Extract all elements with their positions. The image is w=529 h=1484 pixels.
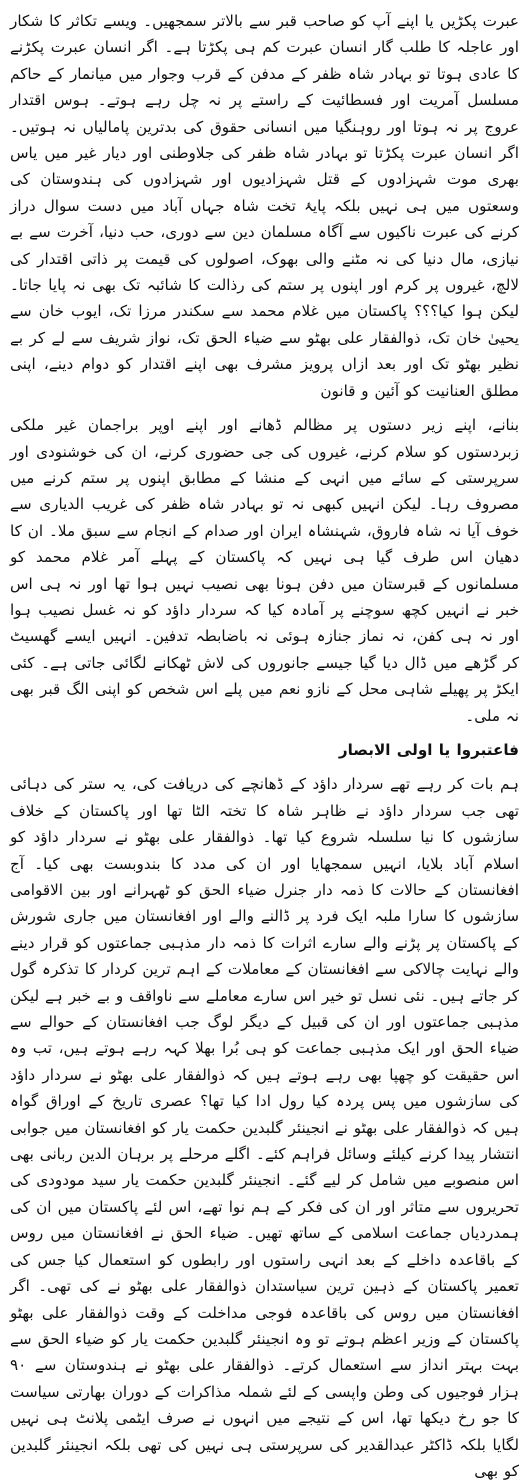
paragraph-2: بنانے، اپنے زیر دستوں پر مظالم ڈھانے اور اپنے اوپر براجمان غیر ملکی زبردستوں کو سلام کرنے، غیروں کی جی حضوری کرنے، ان کی خوشنودی اور سرپرستی کے سائے میں انہی کے منشا کے مطابق اپنوں پر ستم کرنے میں مصروف رہا۔ لیکن انہیں کبھی نہ تو بہادر شاہ ظفر کی غریب الدیاری سے خوف آیا نہ شاہ فاروق، شہنشاہ ایران اور صدام کے انجام سے سبق ملا۔ ان کا دھیان اس طرف گیا ہی نہیں کہ پاکستان کے پہلے آمر غلام محمد کو مسلمانوں کے قبرستان میں دفن ہونا بھی نصیب نہیں ہوا تھا اور نہ ہی اس خبر نے انہیں کچھ سوچنے پر آمادہ کیا کہ سردار داؤد کو نہ غسل نصیب ہوا اور نہ ہی کفن، نہ نماز جنازہ ہوئی نہ باضابطہ تدفین۔ انہیں ایسے گھسیٹ کر گڑھے میں ڈال دیا گیا جیسے جانوروں کی لاش ٹھکانے لگائی جاتی ہے۔ کئی ایکڑ پر پھیلے شاہی محل کے نازو نعم میں پلے اس شخص کو اپنی الگ قبر بھی نہ ملی۔ (10, 416, 519, 725)
quranic-phrase: فاعتبروا یا اولی الابصار (338, 740, 519, 759)
paragraph-3: ہم بات کر رہے تھے سردار داؤد کے ڈھانچے کی دریافت کی، یہ ستر کی دہائی تھی جب سردار داؤد نے ظاہر شاہ کا تختہ الٹا تھا اور پاکستان کے خلاف سازشوں کا نیا سلسلہ شروع کیا تھا۔ ذوالفقار علی بھٹو نے سردار داؤد کو اسلام آباد بلایا، انہیں سمجھایا اور ان کی مدد کا بندوبست بھی کیا۔ آج افغانستان کے حالات کا ذمہ دار جنرل ضیاء الحق کو ٹھہرانے اور بین الاقوامی سازشوں کا سارا ملبہ ایک فرد پر ڈالنے والے اور افغانستان میں جاری شورش کے پاکستان پر پڑنے والے سارے اثرات کا ذمہ دار مذہبی جماعتوں کو قرار دینے والے نہایت چالاکی سے افغانستان کے معاملات کے اہم ترین کردار کا تذکرہ گول کر جاتے ہیں۔ نئی نسل تو خیر اس سارے معاملے سے ناواقف و بے خبر ہے لیکن مذہبی جماعتوں اور ان کی قبیل کے دیگر لوگ جب افغانستان کے حوالے سے ضیاء الحق اور ایک مذہبی جماعت کو ہی بُرا بھلا کہہ رہے ہوتے ہیں، تب وہ اس حقیقت کو چھپا بھی رہے ہوتے ہیں کہ ذوالفقار علی بھٹو نے سردار داؤد کی سازشوں میں پس پردہ کیا رول ادا کیا تھا؟ عصری تاریخ کے اوراق گواہ ہیں کہ ذوالفقار علی بھٹو نے انجینئر گلبدین حکمت یار کو افغانستان میں جوابی انتشار پیدا کرنے کیلئے وسائل فراہم کئے۔ اگلے مرحلے پر برہان الدین ربانی بھی اس منصوبے میں شامل کر لیے گئے۔ انجینئر گلبدین حکمت یار سید مودودی کی تحریروں سے متاثر اور ان کی فکر کے ہم نوا تھے، اس لئے پاکستان میں ان کی ہمدردیاں جماعت اسلامی کے ساتھ تھیں۔ ضیاء الحق نے افغانستان میں روس کے باقاعدہ داخلے کے بعد انہی راستوں اور رابطوں کو استعمال کیا جس کی تعمیر پاکستان کے ذہین ترین سیاستدان ذوالفقار علی بھٹو نے کی تھی۔ اگر افغانستان میں روس کی باقاعدہ فوجی مداخلت کے وقت ذوالفقار علی بھٹو پاکستان کے وزیر اعظم ہوتے تو وہ انجینئر گلبدین حکمت یار کو ضیاء الحق سے بہت بہتر انداز سے استعمال کرتے۔ ذوالفقار علی بھٹو نے ہندوستان سے ۹۰ ہزار فوجیوں کی وطن واپسی کے لئے شملہ مذاکرات کے دوران بھارتی سیاست کا جو رخ دیکھا تھا، اس کے نتیجے میں انہوں نے صرف ایٹمی پلانٹ ہی نہیں لگایا بلکہ ڈاکٹر عبدالقدیر کی سرپرستی ہی نہیں کی تھی بلکہ انجینئر گلبدین کو بھی (10, 775, 519, 1480)
paragraph-1: عبرت پکڑیں یا اپنے آپ کو صاحب قبر سے بالاتر سمجھیں۔ ویسے تکاثر کا شکار اور عاجلہ کا طلب گار انسان عبرت کم ہی پکڑتا ہے۔ اگر انسان عبرت پکڑنے کا عادی ہوتا تو بہادر شاہ ظفر کے مدفن کے قرب وجوار میں میانمار کے حاکم مسلسل آمریت اور فسطائیت کے راستے پر نہ چل رہے ہوتے۔ ہوس اقتدار عروج پر نہ ہوتا اور روہنگیا میں انسانی حقوق کی بدترین پامالیاں نہ ہوتیں۔ اگر انسان عبرت پکڑتا تو بہادر شاہ ظفر کی جلاوطنی اور دیار غیر میں یاس بھری موت شہزادوں کے قتل شہزادیوں اور شہزادوں کی ہندوستان کی وسعتوں میں ہی نہیں بلکہ پایۂ تخت شاہ جہاں آباد میں دست سوال دراز کرنے کی عبرت ناکیوں سے آگاہ مسلمان دین سے دوری، حب دنیا، آخرت سے بے نیازی، مال دنیا کی نہ مٹنے والی بھوک، اصولوں کی قیمت پر ذاتی اقتدار کی لالچ، غیروں پر کرم اور اپنوں پر ستم کی رذالت کا شائبہ تک بھی نہ پایا جاتا۔ لیکن ہوا کیا؟؟؟ پاکستان میں غلام محمد سے سکندر مرزا تک، ایوب خان سے یحییٰ خان تک، ذوالفقار علی بھٹو سے ضیاء الحق تک، نواز شریف سے لے کر بے نظیر بھٹو تک اور بعد ازاں پرویز مشرف بھی اپنے اقتدار کو دوام دینے، اپنی مطلق العنانیت کو آئین و قانون (10, 12, 519, 400)
